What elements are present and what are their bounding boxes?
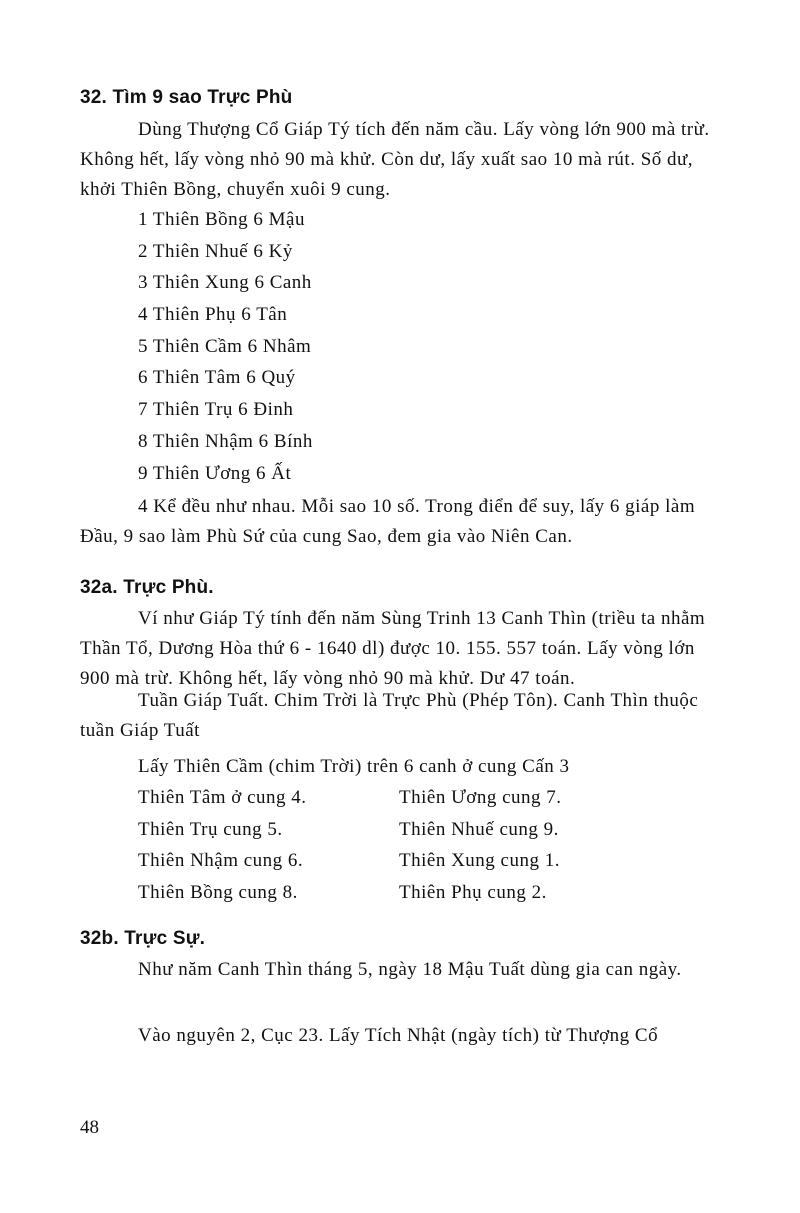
list-item: 9 Thiên Ương 6 Ất [138, 462, 292, 484]
heading-32b: 32b. Trực Sự. [80, 928, 206, 949]
grid-cell: Thiên Xung cung 1. [399, 850, 560, 871]
list-item: 1 Thiên Bồng 6 Mậu [138, 209, 305, 230]
paragraph-32-intro: Dùng Thượng Cổ Giáp Tý tích đến năm cầu. Lấy vòng lớn 900 mà trừ. Không hết, lấy vòng nhỏ 90 mà khử. Còn dư, lấy xuất sao 10 mà rút. Số dư, khởi Thiên Bồng, chuyển xuôi 9 cung. [80, 119, 710, 200]
list-item: 8 Thiên Nhậm 6 Bính [138, 430, 313, 452]
list-item: 7 Thiên Trụ 6 Đinh [138, 399, 294, 421]
paragraph-32a-lead: Lấy Thiên Cầm (chim Trời) trên 6 canh ở cung Cấn 3 [138, 756, 570, 777]
list-item: 2 Thiên Nhuế 6 Kỷ [138, 240, 293, 262]
paragraph-32b-1: Như năm Canh Thìn tháng 5, ngày 18 Mậu Tuất dùng gia can ngày. [138, 959, 682, 980]
paragraph-32a-1: Ví như Giáp Tý tính đến năm Sùng Trinh 13 Canh Thìn (triều ta nhằm Thần Tổ, Dương Hòa thứ 6 - 1640 dl) được 10. 155. 557 toán. Lấy vòng lớn 900 mà trừ. Không hết, lấy vòng nhỏ 90 mà khử. Dư 47 toán. [80, 608, 706, 689]
table-row [138, 814, 658, 846]
grid-cell: Thiên Ương cung 7. [399, 787, 562, 808]
table-row [138, 782, 658, 814]
grid-cell: Thiên Nhậm cung 6. [138, 850, 304, 871]
table-row [138, 877, 658, 909]
page-number: 48 [80, 1117, 99, 1138]
list-item: 5 Thiên Cầm 6 Nhâm [138, 335, 312, 357]
grid-cell: Thiên Bồng cung 8. [138, 881, 298, 903]
grid-cell: Thiên Phụ cung 2. [399, 881, 547, 903]
grid-cell: Thiên Trụ cung 5. [138, 818, 283, 840]
table-row [138, 845, 658, 877]
grid-cell: Thiên Nhuế cung 9. [399, 818, 559, 840]
paragraph-32a-2: Tuần Giáp Tuất. Chim Trời là Trực Phù (Phép Tôn). Canh Thìn thuộc tuần Giáp Tuất [80, 690, 699, 741]
paragraph-32b-2: Vào nguyên 2, Cục 23. Lấy Tích Nhật (ngày tích) từ Thượng Cổ [138, 1025, 659, 1046]
list-item: 6 Thiên Tâm 6 Quý [138, 367, 296, 389]
grid-cell: Thiên Tâm ở cung 4. [138, 787, 307, 808]
list-item: 4 Thiên Phụ 6 Tân [138, 304, 288, 326]
heading-32a: 32a. Trực Phù. [80, 577, 214, 598]
list-item: 3 Thiên Xung 6 Canh [138, 272, 312, 294]
paragraph-32-closing: 4 Kể đều như nhau. Mỗi sao 10 số. Trong điển để suy, lấy 6 giáp làm Đầu, 9 sao làm Phù Sứ của cung Sao, đem gia vào Niên Can. [80, 496, 696, 547]
star-list [138, 204, 313, 489]
heading-32: 32. Tìm 9 sao Trực Phù [80, 87, 293, 108]
palace-grid [138, 782, 658, 908]
